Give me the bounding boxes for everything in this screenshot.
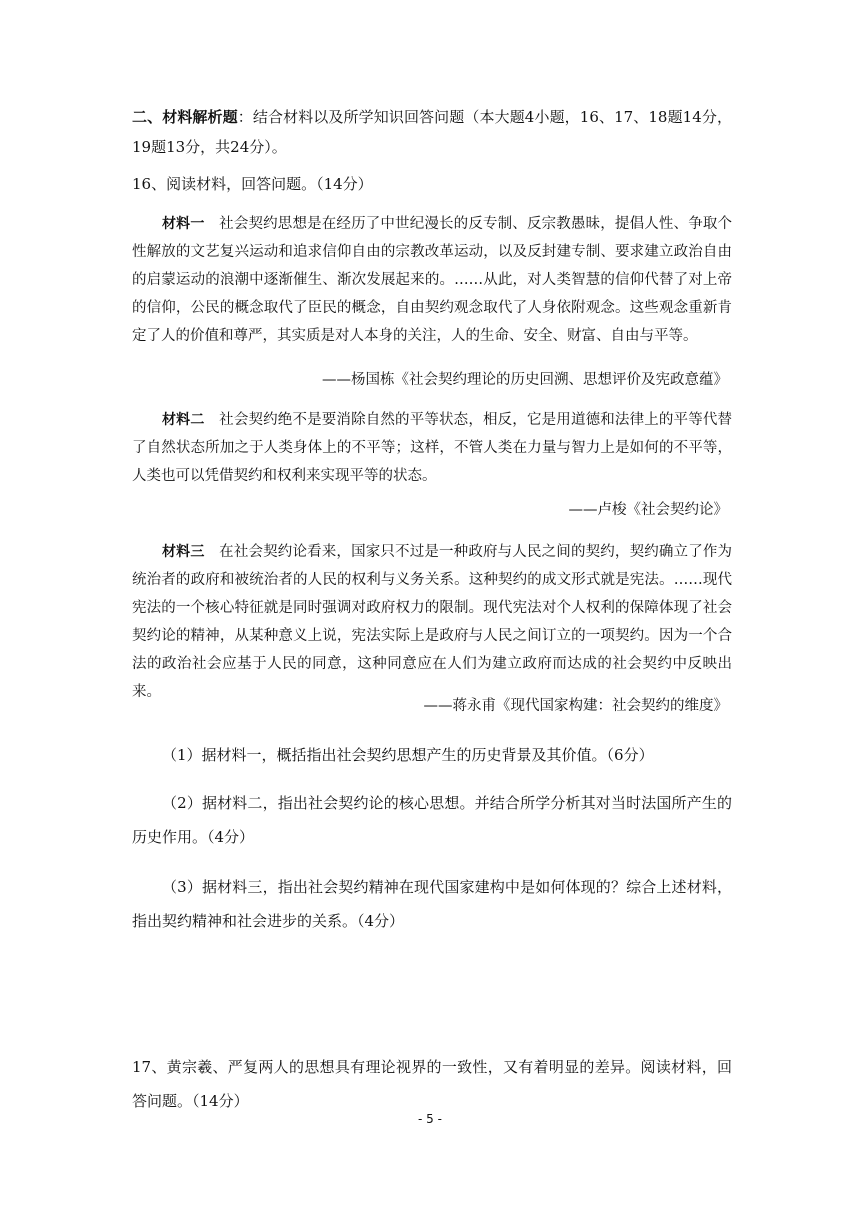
material-one-source: ——杨国栋《社会契约理论的历史回溯、思想评价及宪政意蕴》 bbox=[322, 372, 728, 388]
sub-question-1: （1）据材料一，概括指出社会契约思想产生的历史背景及其价值。（6分） bbox=[162, 746, 654, 764]
sub-question-3: （3）据材料三，指出社会契约精神在现代国家建构中是如何体现的？综合上述材料，指出契约精神和社会进步的关系。（4分） bbox=[132, 878, 732, 930]
material-one-text: 社会契约思想是在经历了中世纪漫长的反专制、反宗教愚昧，提倡人性、争取个性解放的文艺复兴运动和追求信仰自由的宗教改革运动，以及反封建专制、要求建立政治自由的启蒙运动的浪潮中逐渐催生、渐次发展起来的。……从此，对人类智慧的信仰代替了对上帝的信仰，公民的概念取代了臣民的概念，自由契约观念取代了人身依附观念。这些观念重新肯定了人的价值和尊严，其实质是对人本身的关注，人的生命、安全、财富、自由与平等。 bbox=[132, 216, 733, 344]
question-17-title: 17、黄宗羲、严复两人的思想具有理论视界的一致性，又有着明显的差异。阅读材料，回答问题。（14分） bbox=[132, 1058, 732, 1110]
material-three bbox=[132, 538, 732, 706]
material-three-source: ——蒋永甫《现代国家构建：社会契约的维度》 bbox=[423, 698, 728, 714]
section-heading bbox=[132, 102, 732, 162]
material-two-label: 材料二 bbox=[162, 412, 205, 428]
section-heading-bold: 二、材料解析题 bbox=[132, 108, 238, 126]
material-two-text: 社会契约绝不是要消除自然的平等状态，相反，它是用道德和法律上的平等代替了自然状态所加之于人类身体上的不平等；这样，不管人类在力量与智力上是如何的不平等，人类也可以凭借契约和权利来实现平等的状态。 bbox=[132, 412, 733, 484]
sub-question-2: （2）据材料二，指出社会契约论的核心思想。并结合所学分析其对当时法国所产生的历史作用。（4分） bbox=[132, 794, 732, 846]
question-16-title: 16、阅读材料，回答问题。（14分） bbox=[132, 175, 373, 193]
page-number: - 5 - bbox=[418, 1112, 442, 1126]
material-three-label: 材料三 bbox=[162, 544, 205, 560]
material-three-text: 在社会契约论看来，国家只不过是一种政府与人民之间的契约，契约确立了作为统治者的政府和被统治者的人民的权利与义务关系。这种契约的成文形式就是宪法。……现代宪法的一个核心特征就是同时强调对政府权力的限制。现代宪法对个人权利的保障体现了社会契约论的精神，从某种意义上说，宪法实际上是政府与人民之间订立的一项契约。因为一个合法的政治社会应基于人民的同意，这种同意应在人们为建立政府而达成的社会契约中反映出来。 bbox=[132, 544, 733, 700]
material-two bbox=[132, 406, 732, 490]
material-one bbox=[132, 210, 732, 350]
material-two-source: ——卢梭《社会契约论》 bbox=[568, 502, 728, 518]
material-one-label: 材料一 bbox=[162, 216, 205, 232]
section-heading-rest: ：结合材料以及所学知识回答问题（本大题4小题，16、17、18题14分，19题13分，共24分）。 bbox=[132, 108, 732, 156]
